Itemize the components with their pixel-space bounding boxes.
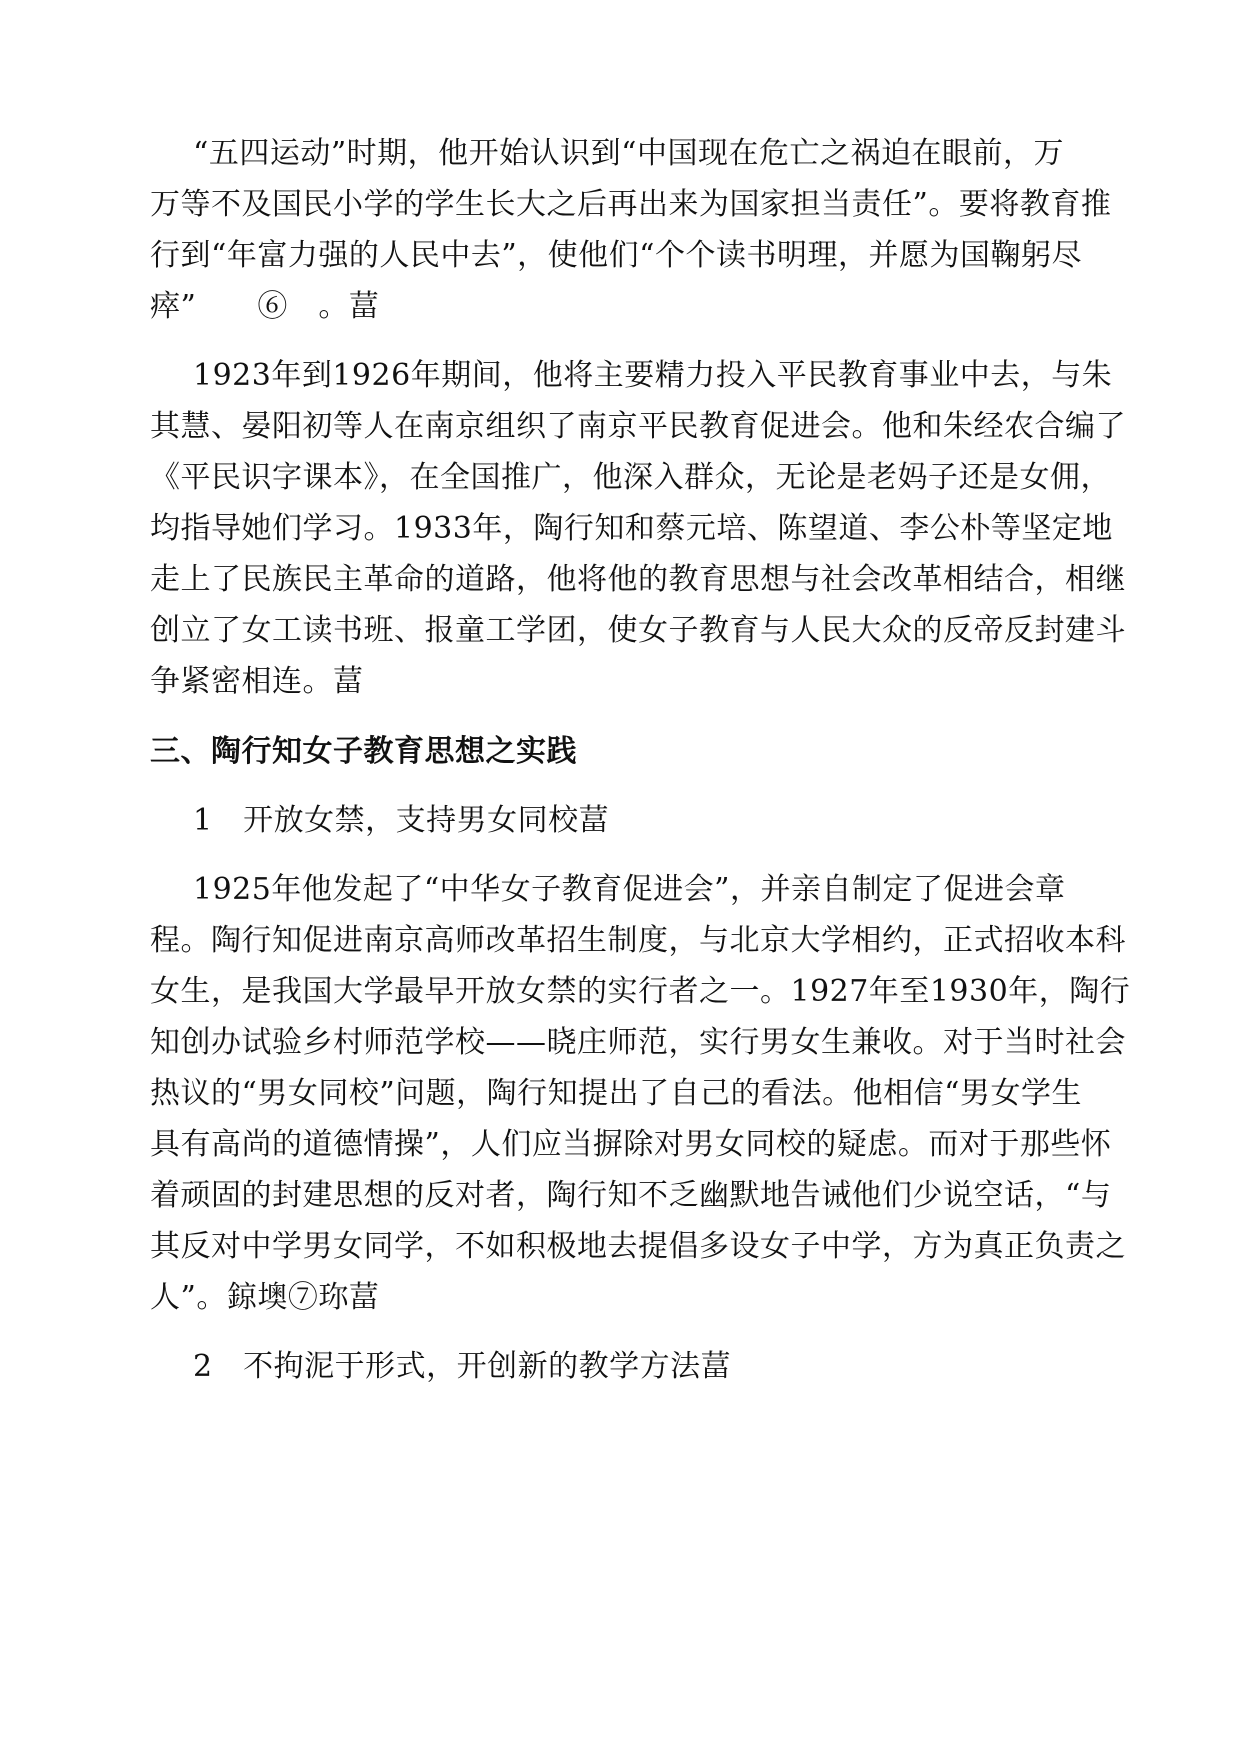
paragraph-3-line-8: 其反对中学男女同学，不如积极地去提倡多设女子中学，方为真正负责之 [150,1229,1126,1264]
paragraph-2-line-1: 1923年到1926年期间，他将主要精力投入平民教育事业中去，与朱 [193,358,1113,393]
paragraph-1-line-3: 行到“年富力强的人民中去”，使他们“个个读书明理，并愿为国鞠躬尽 [150,238,1083,273]
paragraph-2-line-2: 其慧、晏阳初等人在南京组织了南京平民教育促进会。他和朱经农合编了 [150,409,1126,444]
subheading-1: 1 开放女禁，支持男女同校葍 [193,803,610,838]
paragraph-3-line-4: 知创办试验乡村师范学校——晓庄师范，实行男女生兼收。对于当时社会 [150,1025,1126,1060]
paragraph-3-line-7: 着顽固的封建思想的反对者，陶行知不乏幽默地告诫他们少说空话，“与 [150,1178,1112,1213]
paragraph-1-line-2: 万等不及国民小学的学生长大之后再出来为国家担当责任”。要将教育推 [150,187,1112,222]
paragraph-3-line-2: 程。陶行知促进南京高师改革招生制度，与北京大学相约，正式招收本科 [150,923,1126,958]
paragraph-3-line-6: 具有高尚的道德情操”，人们应当摒除对男女同校的疑虑。而对于那些怀 [150,1127,1112,1162]
paragraph-2-line-4: 均指导她们学习。1933年，陶行知和蔡元培、陈望道、李公朴等坚定地 [150,511,1113,546]
paragraph-2-line-6: 创立了女工读书班、报童工学团，使女子教育与人民大众的反帝反封建斗 [150,613,1126,648]
paragraph-1-line-4: 瘁” ⑥ 。葍 [150,289,380,324]
paragraph-3-line-1: 1925年他发起了“中华女子教育促进会”，并亲自制定了促进会章 [193,872,1066,907]
paragraph-1-line-1: “五四运动”时期，他开始认识到“中国现在危亡之祸迫在眼前，万 [193,136,1065,171]
paragraph-3-line-9: 人”。鍄墺⑦珎葍 [150,1280,380,1315]
paragraph-2-line-5: 走上了民族民主革命的道路，他将他的教育思想与社会改革相结合，相继 [150,562,1126,597]
subheading-2: 2 不拘泥于形式，开创新的教学方法葍 [193,1349,732,1384]
paragraph-3-line-3: 女生，是我国大学最早开放女禁的实行者之一。1927年至1930年，陶行 [150,974,1131,1009]
paragraph-2-line-3: 《平民识字课本》，在全国推广，他深入群众，无论是老妈子还是女佣， [150,460,1111,495]
paragraph-3-line-5: 热议的“男女同校”问题，陶行知提出了自己的看法。他相信“男女学生 [150,1076,1083,1111]
paragraph-2-line-7: 争紧密相连。葍 [150,664,364,699]
section-heading: 三、陶行知女子教育思想之实践 [150,734,577,769]
